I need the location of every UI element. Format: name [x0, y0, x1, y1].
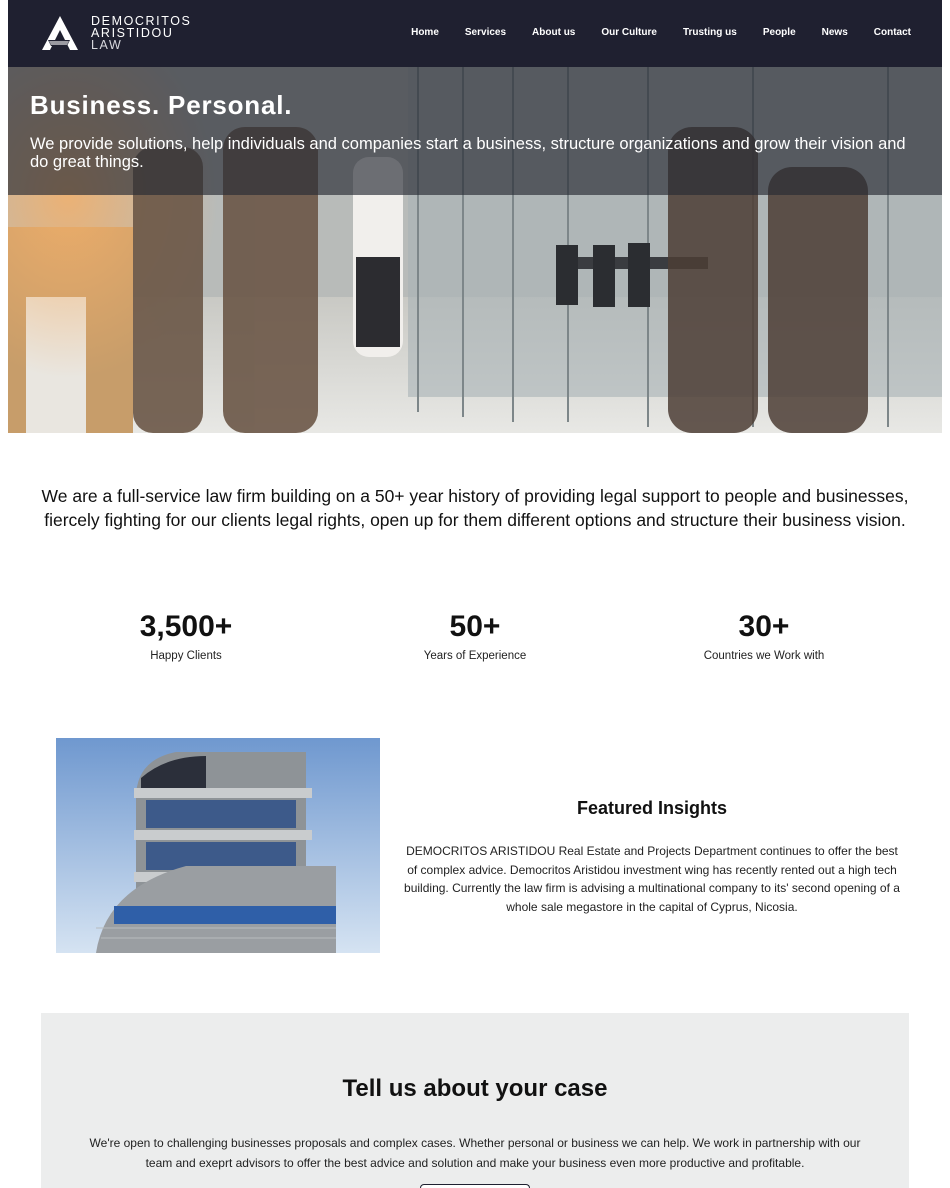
case-contact-button[interactable] — [420, 1184, 530, 1188]
logo-line-1: DEMOCRITOS — [91, 14, 192, 28]
insights-title: Featured Insights — [576, 798, 728, 818]
stat-label: Years of Experience — [423, 650, 527, 662]
nav-services[interactable]: Services — [464, 27, 507, 38]
stat-value: 3,500+ — [139, 610, 233, 643]
site-header — [8, 0, 942, 67]
insights-text: DEMOCRITOS ARISTIDOU Real Estate and Projects Department continues to offer the best of complex advice. Democritos Aristidou investment wing has recently rented out a high tech building. Currently the law firm is advising a multinational company to its' second opening of a whole sale megastore in the capital of Cyprus, Nicosia. — [404, 844, 900, 914]
stat-clients — [66, 610, 306, 662]
nav-news[interactable]: News — [821, 27, 848, 38]
nav-about-us[interactable]: About us — [532, 27, 576, 38]
hero-text-overlay — [8, 67, 942, 195]
stat-value: 30+ — [738, 610, 790, 643]
logo-wordmark — [91, 15, 192, 51]
case-section — [41, 1013, 909, 1188]
insight-building-image — [56, 738, 380, 953]
nav-home[interactable]: Home — [411, 27, 439, 38]
stat-label: Countries we Work with — [703, 650, 825, 662]
stat-experience — [355, 610, 595, 662]
intro-text: We are a full-service law firm building on a 50+ year history of providing legal support to people and businesses, fiercely fighting for our clients legal rights, open up for them different options and structure their business vision. — [41, 486, 909, 530]
hero-description: We provide solutions, help individuals and companies start a business, structure organizations and grow their vision and do great things. — [30, 135, 906, 171]
logo-line-2: ARISTIDOU — [91, 26, 174, 40]
logo-triangle-icon — [40, 14, 80, 52]
hero-title: Business. Personal. — [30, 90, 293, 120]
stat-countries — [644, 610, 884, 662]
nav-trusting-us[interactable]: Trusting us — [682, 27, 737, 38]
logo-line-3: LAW — [91, 38, 123, 52]
case-text: We're open to challenging businesses proposals and complex cases. Whether personal or business we can help. We work in partnership with our team and exeprt advisors to offer the best advice and solution and make your business even more productive and profitable. — [89, 1136, 861, 1170]
stat-label: Happy Clients — [150, 650, 222, 662]
hero-banner — [8, 67, 942, 433]
case-title: Tell us about your case — [342, 1075, 608, 1102]
nav-people[interactable]: People — [762, 27, 796, 38]
stat-value: 50+ — [449, 610, 501, 643]
nav-contact[interactable]: Contact — [873, 27, 911, 38]
logo[interactable] — [40, 14, 192, 52]
nav-our-culture[interactable]: Our Culture — [601, 27, 657, 38]
main-nav — [385, 27, 911, 38]
